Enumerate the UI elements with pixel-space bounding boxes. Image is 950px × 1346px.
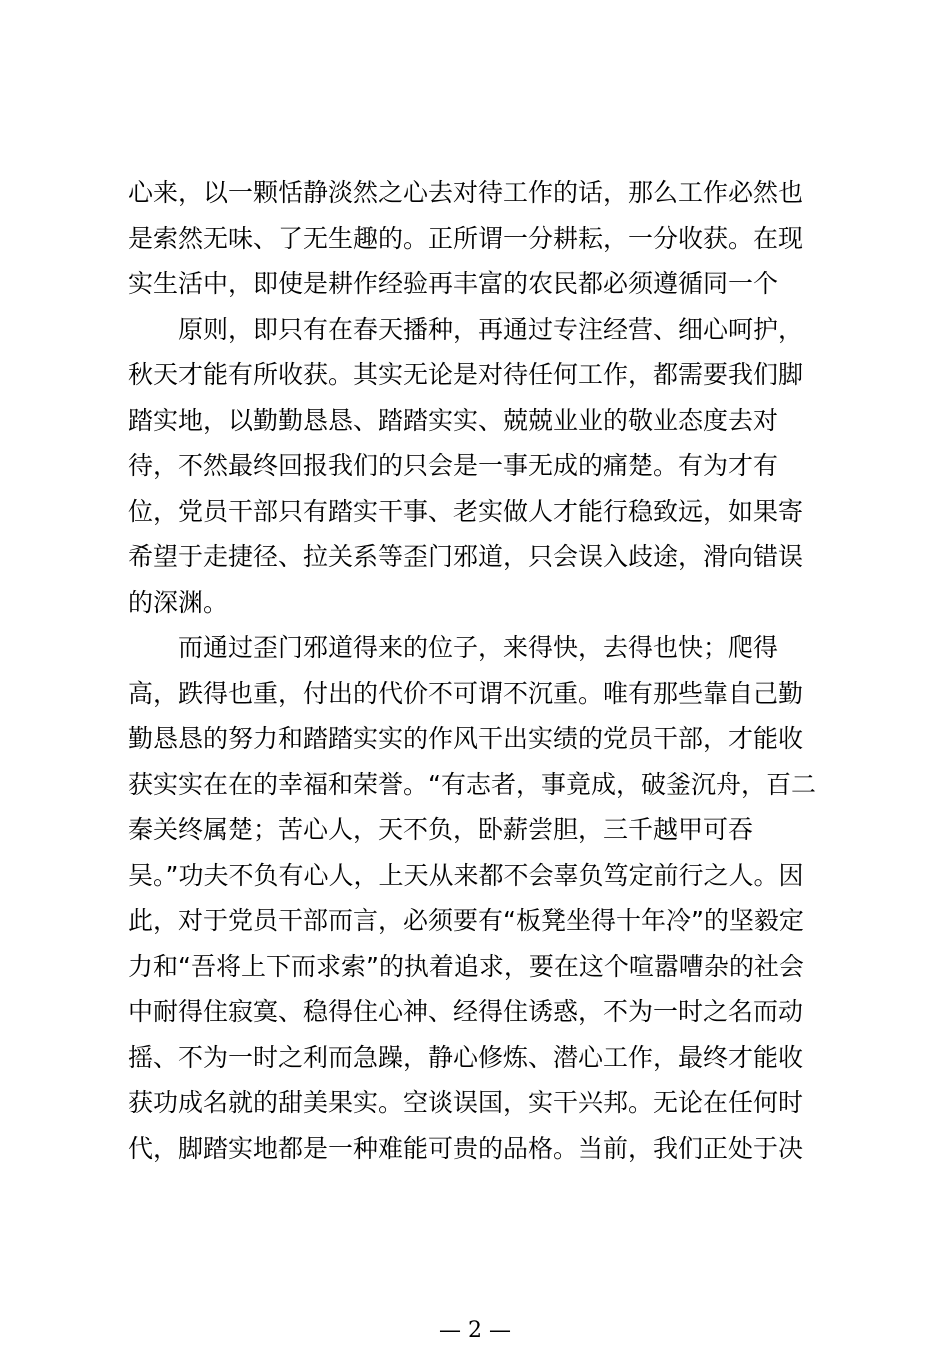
text-line: 中耐得住寂寞、稳得住心神、经得住诱惑，不为一时之名而动 <box>128 997 804 1026</box>
text-line: 实生活中，即使是耕作经验再丰富的农民都必须遵循同一个 <box>128 269 779 298</box>
text-line: 位，党员干部只有踏实干事、老实做人才能行稳致远，如果寄 <box>128 496 804 526</box>
text-line: 获功成名就的甜美果实。空谈误国，实干兴邦。无论在任何时 <box>128 1088 804 1117</box>
text-line: 力和“吾将上下而求索”的执着追求，要在这个喧嚣嘈杂的社会 <box>128 951 804 981</box>
page-number: — 2 — <box>439 1318 511 1343</box>
text-line: 而通过歪门邪道得来的位子，来得快，去得也快；爬得 <box>128 633 779 662</box>
text-line: 勤恳恳的努力和踏踏实实的作风干出实绩的党员干部，才能收 <box>128 724 804 753</box>
text-line: 秋天才能有所收获。其实无论是对待任何工作，都需要我们脚 <box>128 360 804 389</box>
text-line: 踏实地，以勤勤恳恳、踏踏实实、兢兢业业的敬业态度去对 <box>128 405 779 435</box>
text-line: 获实实在在的幸福和荣誉。“有志者，事竟成，破釜沉舟，百二 <box>128 769 816 799</box>
text-line: 原则，即只有在春天播种，再通过专注经营、细心呵护， <box>128 314 804 344</box>
text-line: 吴。”功夫不负有心人，上天从来都不会辜负笃定前行之人。因 <box>128 860 804 890</box>
text-line: 摇、不为一时之利而急躁，静心修炼、潜心工作，最终才能收 <box>128 1042 804 1072</box>
text-line: 是索然无味、了无生趣的。正所谓一分耕耘，一分收获。在现 <box>128 223 804 253</box>
text-line: 代，脚踏实地都是一种难能可贵的品格。当前，我们正处于决 <box>128 1133 804 1163</box>
text-line: 待，不然最终回报我们的只会是一事无成的痛楚。有为才有 <box>128 451 779 480</box>
text-line: 高，跌得也重，付出的代价不可谓不沉重。唯有那些靠自己勤 <box>128 678 804 708</box>
text-line: 的深渊。 <box>128 587 229 617</box>
text-line: 心来，以一颗恬静淡然之心去对待工作的话，那么工作必然也 <box>128 178 804 207</box>
text-line: 此，对于党员干部而言，必须要有“板凳坐得十年冷”的坚毅定 <box>128 906 804 935</box>
body-text <box>128 170 828 1171</box>
text-line: 希望于走捷径、拉关系等歪门邪道，只会误入歧途，滑向错误 <box>128 542 804 571</box>
text-line: 秦关终属楚；苦心人，天不负，卧薪尝胆，三千越甲可吞 <box>128 815 754 844</box>
